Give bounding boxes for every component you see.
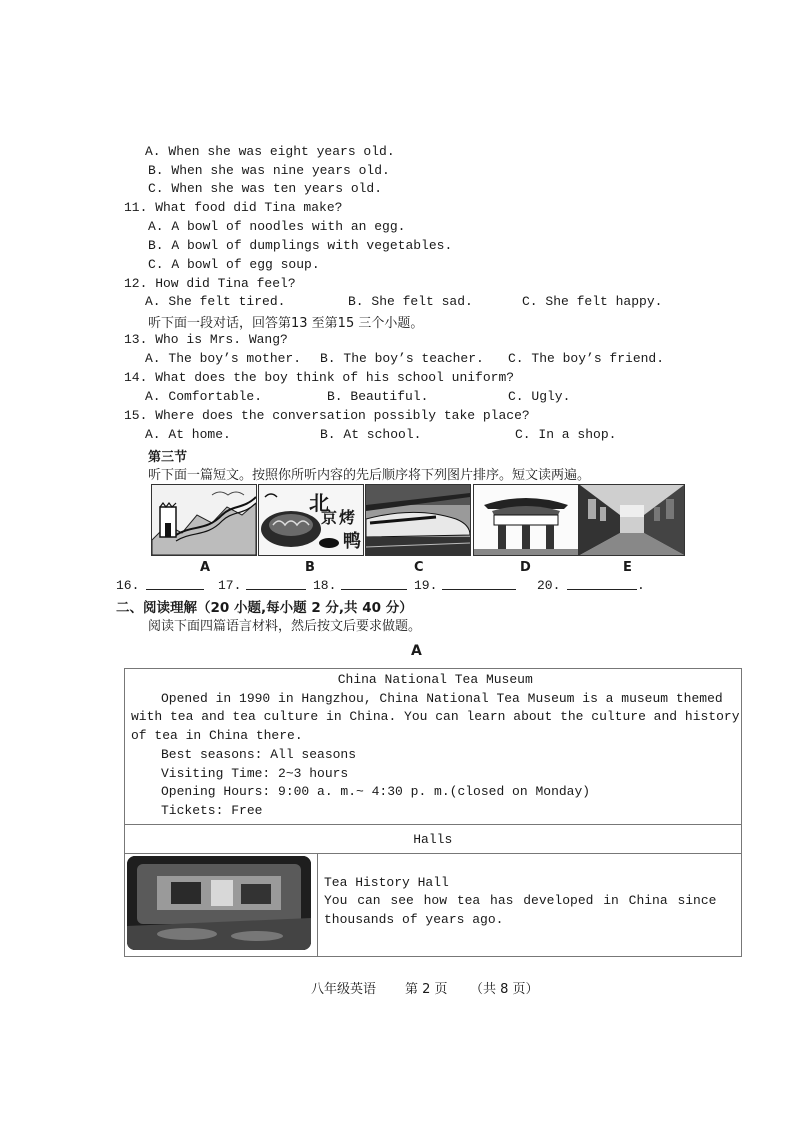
hall-desc-line-2: thousands of years ago. (324, 912, 504, 928)
museum-intro-line-1: Opened in 1990 in Hangzhou, China National Tea Museum is a museum themed (161, 690, 723, 706)
picture-b-char-3: 烤 (339, 508, 356, 527)
footer-total-pages: （共 8 页） (470, 982, 539, 997)
q15-option-a: A. At home. (145, 427, 231, 442)
picture-b-char-4: 鸭 (343, 531, 361, 552)
part2-title: 二、阅读理解（20 小题,每小题 2 分,共 40 分） (116, 600, 413, 616)
answer-blank-19[interactable] (442, 577, 516, 590)
hall-name: Tea History Hall (324, 874, 449, 890)
answer-blank-18[interactable] (341, 577, 407, 590)
q13-option-b: B. The boy’s teacher. (320, 351, 484, 366)
answer-blank-20[interactable] (567, 577, 637, 590)
q14-option-a: A. Comfortable. (145, 389, 263, 404)
q12-option-c: C. She felt happy. (522, 294, 663, 309)
museum-opening-hours: Opening Hours: 9:00 a. m.~ 4:30 p. m.(closed on Monday) (161, 784, 591, 800)
q15-option-b: B. At school. (320, 427, 422, 442)
picture-label-b: B (305, 560, 315, 575)
section3-instruction: 听下面一篇短文。按照你所听内容的先后顺序将下列图片排序。短文读两遍。 (148, 468, 591, 483)
museum-best-seasons: Best seasons: All seasons (161, 746, 357, 762)
hall-description-cell (318, 853, 742, 956)
picture-c-train (365, 484, 471, 556)
picture-label-e: E (623, 560, 632, 575)
museum-info-table (124, 668, 742, 957)
q11-question: 11. What food did Tina make? (124, 200, 343, 215)
q13-option-a: A. The boy’s mother. (145, 351, 302, 366)
picture-b-roast-duck (258, 484, 364, 556)
q11-option-c: C. A bowl of egg soup. (148, 257, 320, 272)
halls-header: Halls (413, 831, 453, 847)
picture-a-great-wall (151, 484, 257, 556)
picture-label-a: A (200, 560, 211, 575)
footer-subject: 八年级英语 (311, 982, 377, 997)
picture-label-d: D (520, 560, 531, 575)
q14-option-c: C. Ugly. (508, 389, 571, 404)
q11-option-a: A. A bowl of noodles with an egg. (148, 219, 406, 234)
museum-intro-line-2: with tea and tea culture in China. You can learn about the culture and history (131, 709, 740, 725)
passage-a-label: A (411, 643, 422, 659)
museum-title: China National Tea Museum (337, 672, 533, 687)
q10-option-c: C. When she was ten years old. (148, 181, 383, 196)
q10-option-a: A. When she was eight years old. (145, 144, 395, 159)
q15-option-c: C. In a shop. (515, 427, 617, 442)
museum-info-cell (125, 669, 742, 825)
q13-question: 13. Who is Mrs. Wang? (124, 332, 288, 347)
answer-blank-16[interactable] (146, 577, 204, 590)
blank-16-number: 16. (116, 578, 140, 593)
q12-option-a: A. She felt tired. (145, 294, 286, 309)
q12-option-b: B. She felt sad. (348, 294, 473, 309)
answer-blank-17[interactable] (246, 577, 306, 590)
picture-d-gate (473, 484, 579, 556)
picture-label-c: C (414, 560, 424, 575)
q11-option-b: B. A bowl of dumplings with vegetables. (148, 238, 453, 253)
museum-tickets: Tickets: Free (161, 802, 263, 818)
halls-header-cell (125, 824, 742, 853)
blank-20-number: 20. (537, 578, 561, 593)
picture-b-char-2: 京 (321, 508, 338, 527)
dialogue-instruction: 听下面一段对话，回答第13 至第15 三个小题。 (148, 316, 424, 331)
q14-question: 14. What does the boy think of his school uniform? (124, 370, 515, 385)
blank-18-number: 18. (313, 578, 337, 593)
picture-b-char-1: 北 (309, 491, 329, 515)
q14-option-b: B. Beautiful. (327, 389, 429, 404)
q12-question: 12. How did Tina feel? (124, 276, 296, 291)
section3-title: 第三节 (148, 450, 188, 465)
picture-e-street (579, 484, 685, 556)
blank-20-period: . (637, 578, 645, 593)
q15-question: 15. Where does the conversation possibly take place? (124, 408, 530, 423)
footer-page-number: 第 2 页 (405, 982, 448, 997)
museum-intro-line-3: of tea in China there. (131, 728, 303, 744)
q13-option-c: C. The boy’s friend. (508, 351, 665, 366)
hall-photo-cell (125, 853, 318, 956)
tea-history-hall-photo (127, 856, 311, 950)
hall-desc-line-1: You can see how tea has developed in China since (324, 893, 717, 909)
part2-instruction: 阅读下面四篇语言材料，然后按文后要求做题。 (148, 619, 422, 634)
blank-19-number: 19. (414, 578, 438, 593)
blank-17-number: 17. (218, 578, 242, 593)
q10-option-b: B. When she was nine years old. (148, 163, 390, 178)
museum-visiting-time: Visiting Time: 2~3 hours (161, 765, 349, 781)
